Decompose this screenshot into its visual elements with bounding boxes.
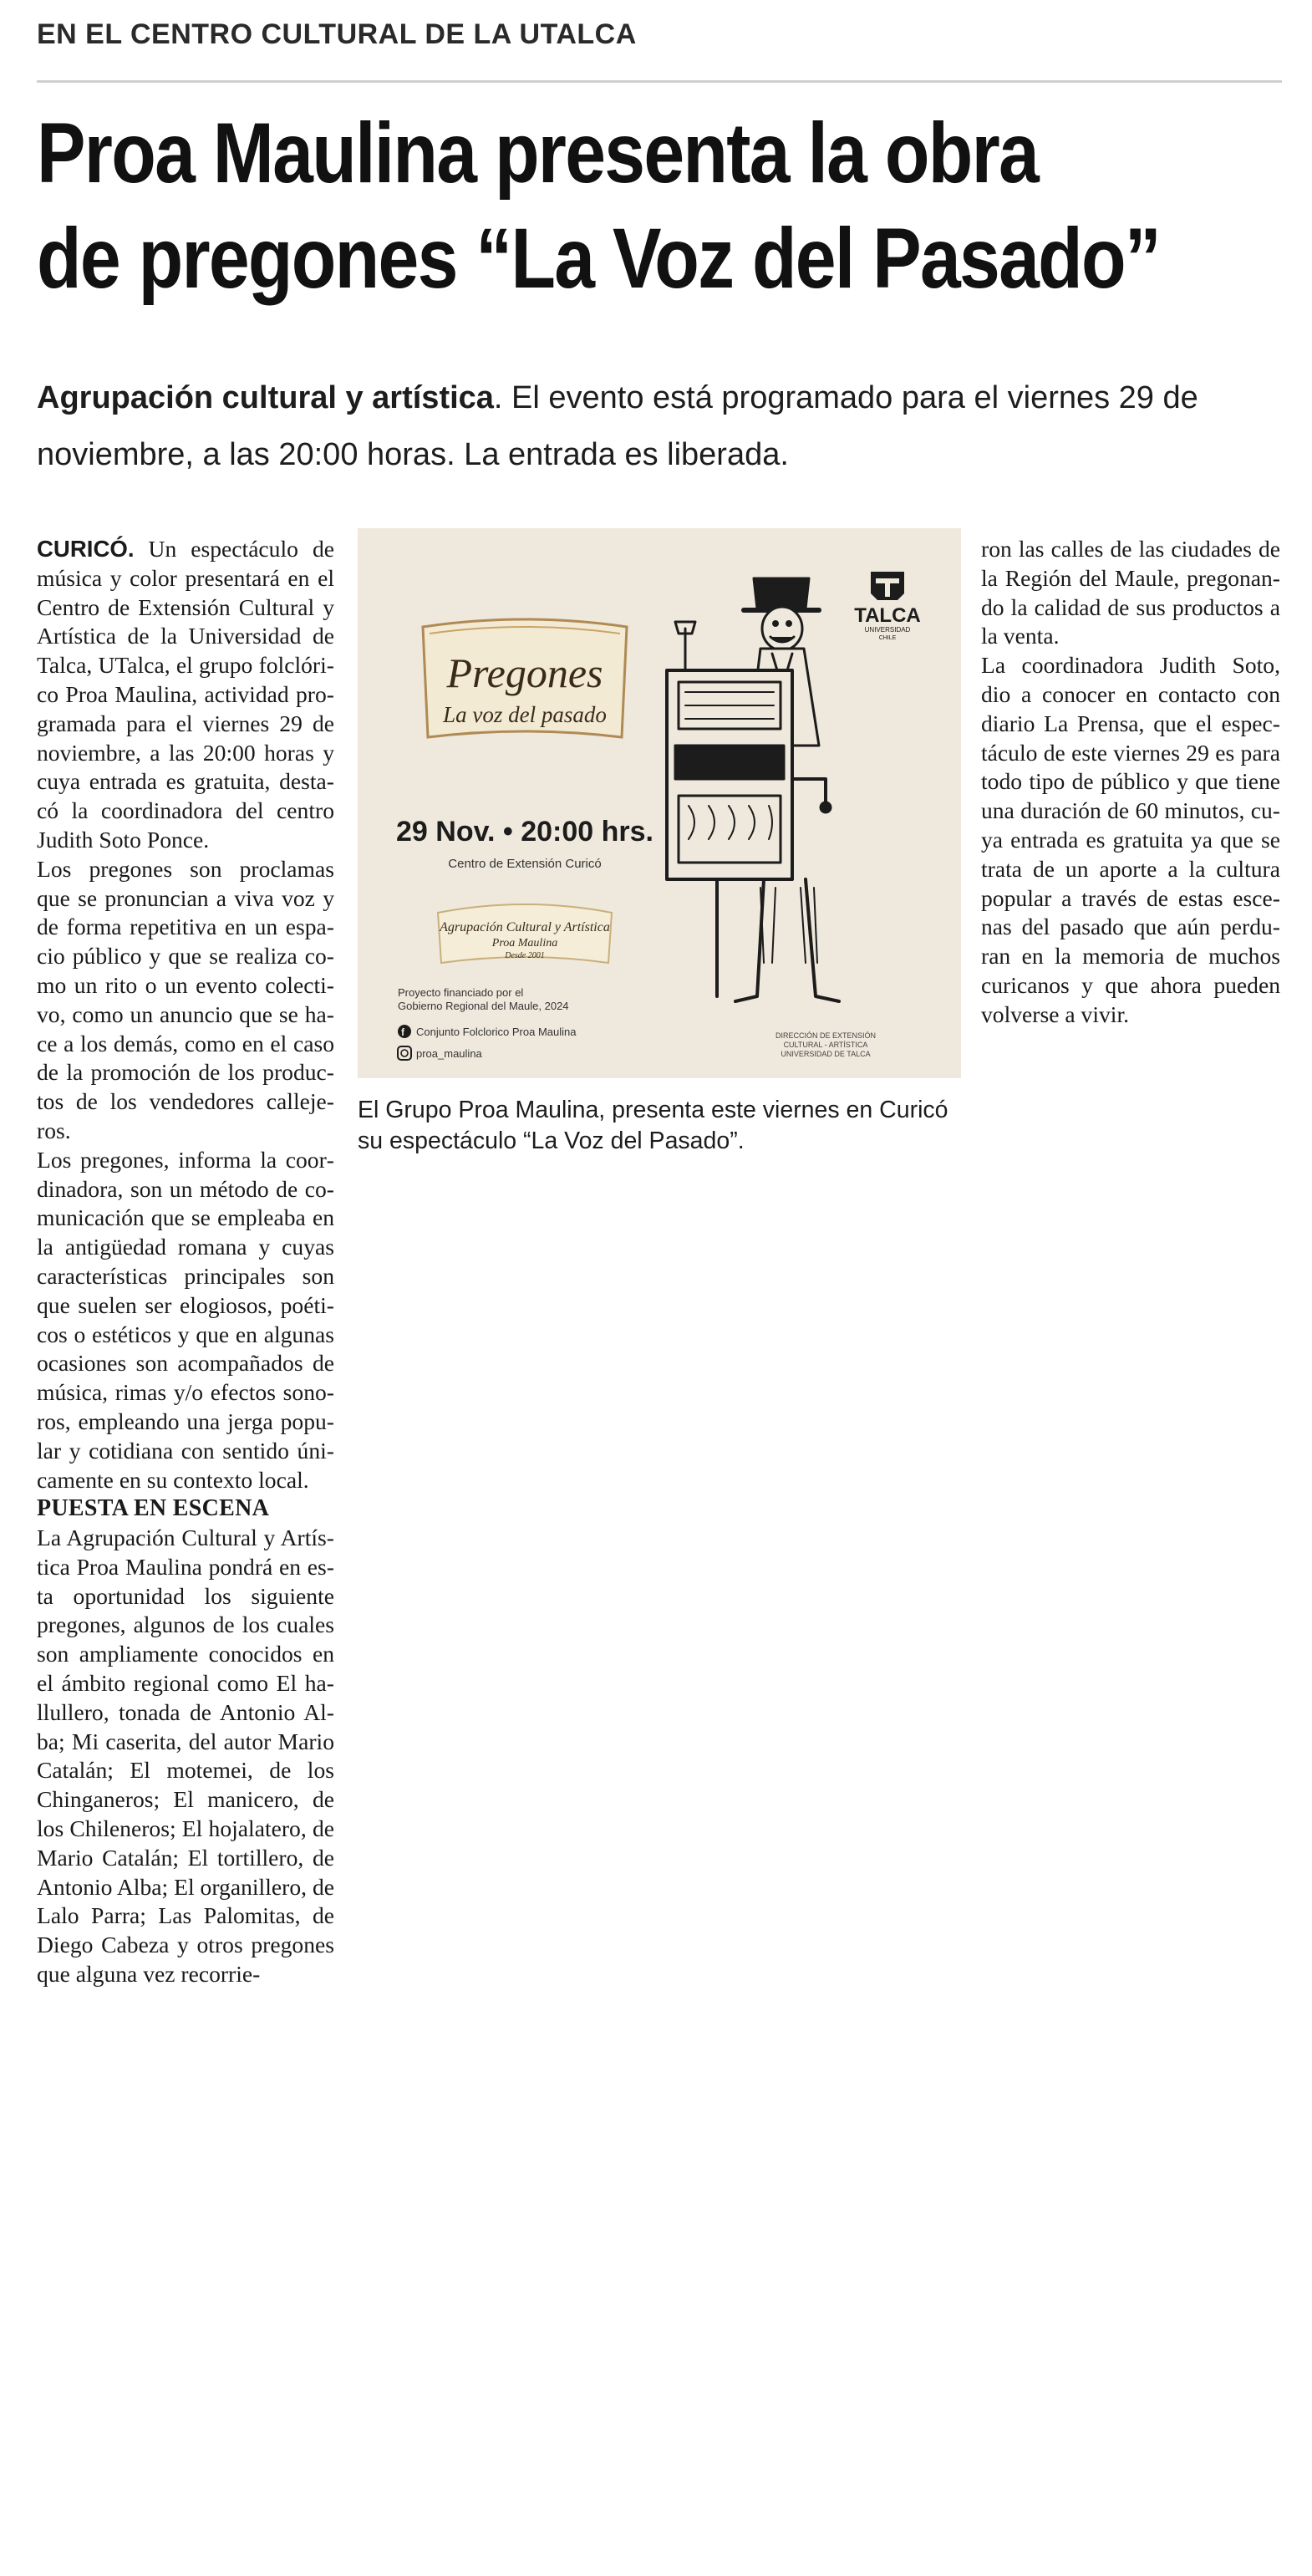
paragraph: ron las calles de las ciudades de la Región del Maule, pregonando la calidad de sus productos a la venta. (981, 536, 1280, 649)
utalca-logo (871, 572, 904, 600)
poster-date-time: 29 Nov. • 20:00 hrs. (396, 816, 653, 848)
facebook-icon (398, 1025, 411, 1038)
paragraph-text: Un espectáculo de música y color presentará en el Centro de Extensión Cultural y Artística de la Universidad de Talca, UTalca, el grupo folclórico Proa Maulina, actividad programada para el viernes 29 de noviembre, a las 20:00 horas y cuya entrada es gratuita, destacó la coordinadora del centro Judith Soto Ponce. (37, 536, 334, 853)
poster-subtitle: La voz del pasado (443, 702, 607, 727)
deck-text: . El evento está programado para el viernes 29 de noviembre, a las 20:00 horas. La entrada es liberada. (37, 380, 1198, 472)
poster-group-line-1: Agrupación Cultural y Artística (440, 920, 610, 934)
paragraph: Los pregones son proclamas que se pronuncian a viva voz y de forma repetitiva en un espacio público y que se realiza como un rito o un evento colectivo, como un anuncio que se hace a los demás, como en el caso de la promoción de los productos de los vendedores callejeros. (37, 855, 334, 1143)
article-column-3 (981, 535, 1280, 1030)
headline-line-2: de pregones “La Voz del Pasado” (37, 211, 1161, 306)
paragraph (37, 535, 334, 855)
poster-group-line-2: Proa Maulina (491, 937, 558, 949)
headline (37, 100, 1161, 311)
poster-footer-line-2: CULTURAL - ARTÍSTICA (783, 1041, 868, 1049)
deck (37, 369, 1265, 483)
poster-artwork (358, 528, 961, 1078)
article-column-1 (37, 535, 334, 1989)
headline-line-1: Proa Maulina presenta la obra (37, 105, 1039, 201)
photo-caption: El Grupo Proa Maulina, presenta este viernes en Curicó su espectáculo “La Voz del Pasado”. (358, 1097, 948, 1154)
deck-lead: Agrupación cultural y artística (37, 380, 494, 415)
logo-subtitle: UNIVERSIDAD (864, 626, 911, 634)
poster-title: Pregones (446, 649, 603, 696)
poster-group-since: Desde 2001 (505, 951, 545, 960)
facebook-icon-glyph: f (401, 1026, 404, 1038)
event-poster-image (358, 528, 961, 1078)
poster-venue: Centro de Extensión Curicó (448, 857, 602, 871)
poster-footer-line-3: UNIVERSIDAD DE TALCA (781, 1050, 871, 1058)
logo-country: CHILE (878, 635, 897, 641)
section-kicker: EN EL CENTRO CULTURAL DE LA UTALCA (37, 18, 637, 50)
paragraph: Los pregones, informa la coordinadora, son un método de comunicación que se empleaba en la antigüedad romana y cuyas características principales son que suelen ser elogiosos, poéticos o estéticos y que en algunas ocasiones son acompañados de música, rimas y/o efectos sonoros, empleando una jerga popular y cotidiana con sentido únicamente en su contexto local. (37, 1146, 334, 1493)
subheading: PUESTA EN ESCENA (37, 1495, 270, 1522)
dateline: CURICÓ. (37, 536, 135, 562)
paragraph: La Agrupación Cultural y Artística Proa Maulina pondrá en esta oportunidad los siguiente pregones, algunos de los cuales son ampliamente conocidos en el ámbito regional como El hallullero, tonada de Antonio Alba; Mi caserita, del autor Mario Catalán; El motemei, de los Chinganeros; El manicero, de los Chileneros; El hojalatero, de Mario Catalán; El tortillero, de Antonio Alba; El organillero, de Lalo Parra; Las Palomitas, de Diego Cabeza y otros pregones que alguna vez recorrie- (37, 1525, 334, 1988)
kicker-divider (37, 80, 1282, 83)
logo-name: TALCA (854, 604, 921, 627)
poster-facebook: Conjunto Folclorico Proa Maulina (416, 1026, 577, 1038)
poster-footer-line-1: DIRECCIÓN DE EXTENSIÓN (775, 1031, 877, 1040)
paragraph: La coordinadora Judith Soto, dio a conocer en contacto con diario La Prensa, que el espectáculo de este viernes 29 es para todo tipo de público y que tiene una duración de 60 minutos, cuya entrada es gratuita ya que se trata de un aporte a la cultura popular a través de estas escenas del pasado que aún perduran en la memoria de muchos curicanos y que ahora pueden volverse a vivir. (981, 652, 1280, 1027)
poster-funding-line-2: Gobierno Regional del Maule, 2024 (398, 1000, 569, 1012)
poster-funding-line-1: Proyecto financiado por el (398, 986, 524, 999)
poster-instagram: proa_maulina (416, 1047, 482, 1060)
